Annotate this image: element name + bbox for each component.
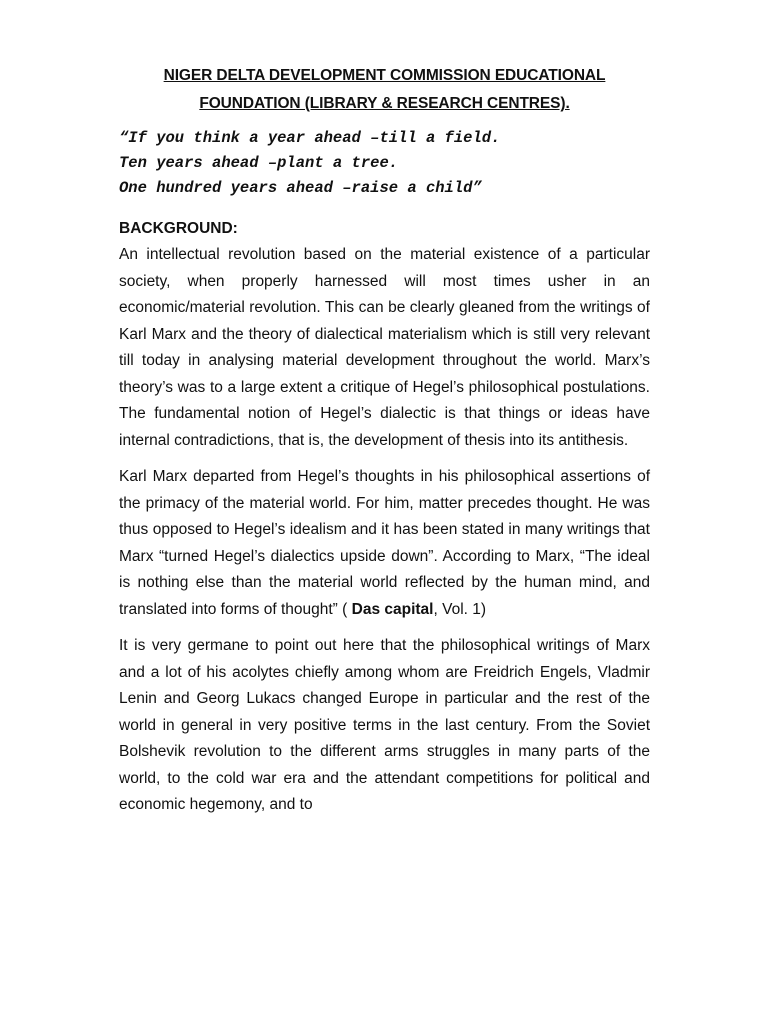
- paragraph-3: It is very germane to point out here that the philosophical writings of Marx and a lot of his acolytes chiefly among whom are Freidrich Engels, Vladmir Lenin and Georg Lukacs changed Europe in particular and the rest of the world in general in very positive terms in the last century. From the Soviet Bolshevik revolution to the different arms struggles in many parts of the world, to the cold war era and the attendant competitions for political and economic hegemony, and to: [119, 637, 650, 813]
- quote-line-1: “If you think a year ahead –till a field.: [119, 129, 501, 147]
- quote-line-2: Ten years ahead –plant a tree.: [119, 154, 399, 172]
- title-line-2: FOUNDATION (LIBRARY & RESEARCH CENTRES).: [199, 95, 570, 112]
- quote-line-3: One hundred years ahead –raise a child”: [119, 179, 482, 197]
- document-page: [119, 62, 650, 819]
- epigraph-quote: [119, 126, 650, 201]
- background-heading: BACKGROUND:: [119, 220, 238, 237]
- paragraph-1: An intellectual revolution based on the material existence of a particular society, when properly harnessed will most times usher in an economic/material revolution. This can be clearly gleaned from the writings of Karl Marx and the theory of dialectical materialism which is still very relevant till today in analysing material development throughout the world. Marx’s theory’s was to a large extent a critique of Hegel’s philosophical postulations. The fundamental notion of Hegel’s dialectic is that things or ideas have internal contradictions, that is, the development of thesis into its antithesis.: [119, 246, 650, 449]
- document-title: [119, 62, 650, 118]
- paragraph-2-citation-end: , Vol. 1): [433, 600, 487, 618]
- title-line-1: NIGER DELTA DEVELOPMENT COMMISSION EDUCATIONAL: [163, 67, 606, 84]
- book-title-das-capital: Das capital: [351, 600, 434, 618]
- paragraph-2: [119, 464, 650, 623]
- paragraph-2-text: Karl Marx departed from Hegel’s thoughts in his philosophical assertions of the primacy of the material world. For him, matter precedes thought. He was thus opposed to Hegel’s idealism and it has been stated in many writings that Marx “turned Hegel’s dialectics upside down”. According to Marx, “The ideal is nothing else than the material world reflected by the human mind, and translated into forms of thought” (: [119, 468, 650, 618]
